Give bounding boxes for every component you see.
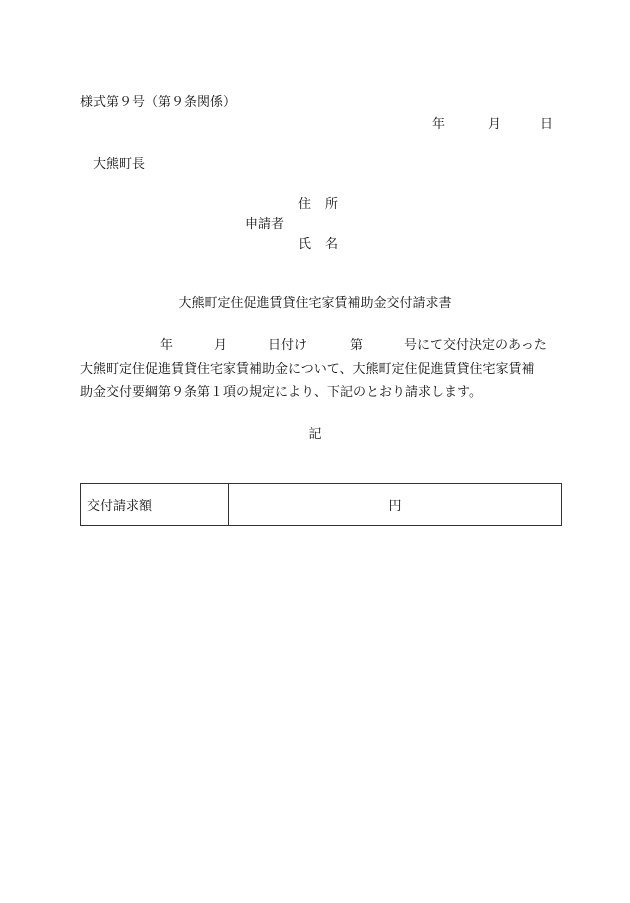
body-number-label: 第 [350,338,364,353]
date-year-label: 年 [432,117,446,132]
addressee: 大熊町長 [93,157,146,172]
date-day-label: 日 [540,117,554,132]
body-line-1 [80,339,552,353]
ki-label: 記 [308,427,322,442]
amount-label: 交付請求額 [81,484,229,526]
name-label: 氏名 [298,237,353,252]
body-month-label: 月 [214,338,228,353]
amount-table [80,483,562,526]
document-title: 大熊町定住促進賃貸住宅家賃補助金交付請求書 [178,296,452,311]
body-line-2: 大熊町定住促進賃貸住宅家賃補助金について、大熊町定住促進賃貸住宅家賃補 [80,362,535,377]
table-row [81,484,562,526]
date-month-label: 月 [488,117,502,132]
applicant-label: 申請者 [245,217,285,232]
body-line-1-rest: 号にて交付決定のあった [404,338,547,353]
body-dated-label: 日付け [268,338,308,353]
form-number: 様式第９号（第９条関係） [80,95,237,110]
amount-value-field[interactable]: 円 [229,484,562,526]
date-line [432,118,552,132]
body-line-3: 助金交付要綱第９条第１項の規定により、下記のとおり請求します。 [80,385,482,400]
body-year-label: 年 [160,338,174,353]
address-label: 住所 [298,197,353,212]
